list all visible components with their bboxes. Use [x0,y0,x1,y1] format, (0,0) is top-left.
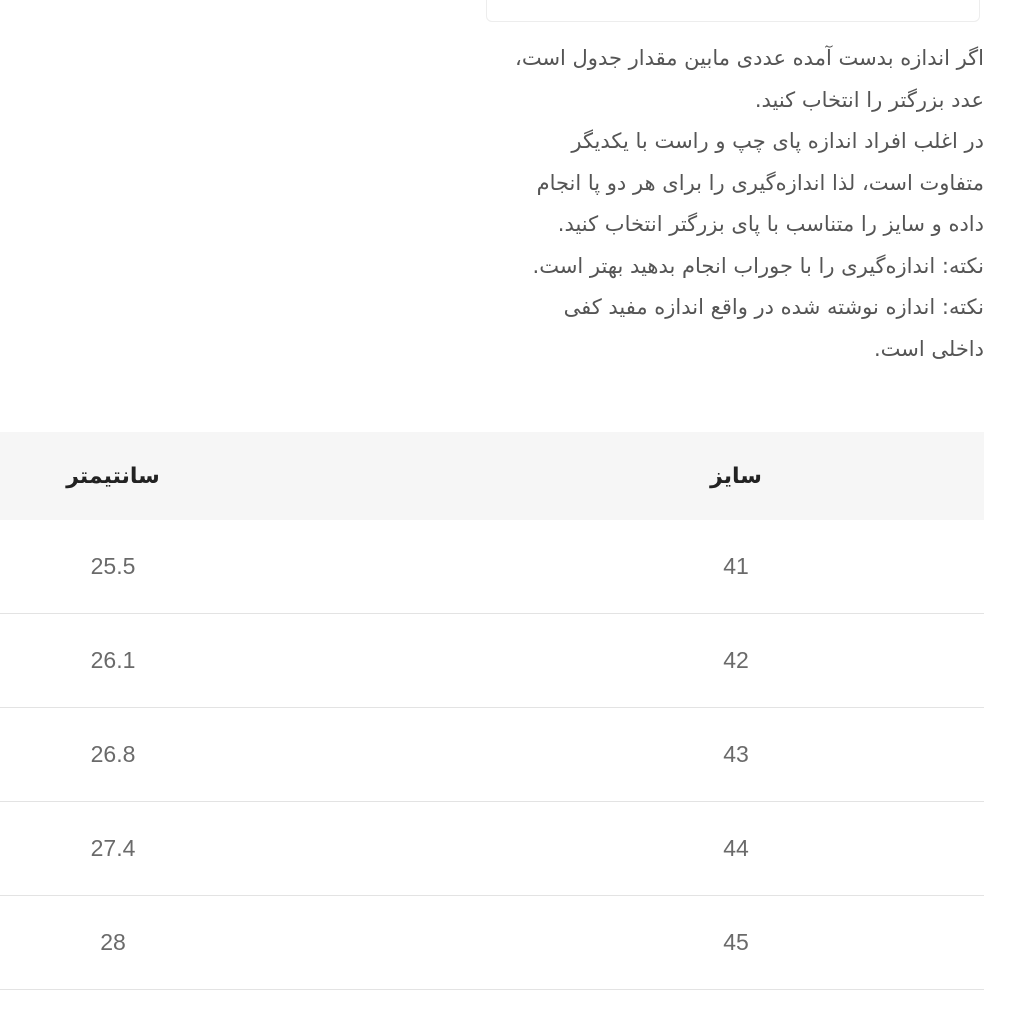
table-row [0,802,984,896]
table-row [0,896,984,990]
note-line: اگر اندازه بدست آمده عددی مابین مقدار جدول است، [515,46,984,70]
cell-size: 44 [488,802,984,896]
header-cm: سانتیمتر [66,463,160,489]
note-line: داده و سایز را متناسب با پای بزرگتر انتخاب کنید. [557,212,984,236]
top-card [486,0,980,22]
cell-cm: 27.4 [0,802,488,896]
table-row [0,614,984,708]
size-table [0,432,984,990]
cell-size: 42 [488,614,984,708]
cell-cm: 28 [0,896,488,990]
cell-cm: 26.8 [0,708,488,802]
size-guide-notes [424,38,984,370]
note-line: نکته: اندازه‌گیری را با جوراب انجام بدهید بهتر است. [532,253,984,278]
note-line: نکته: اندازه نوشته شده در واقع اندازه مفید کفی [563,295,984,319]
header-size: سایز [710,463,762,489]
cell-size: 45 [488,896,984,990]
note-line: عدد بزرگتر را انتخاب کنید. [754,87,984,112]
note-line: در اغلب افراد اندازه پای چپ و راست با یکدیگر [571,129,984,153]
table-header-row [0,432,984,520]
cell-size: 41 [488,520,984,614]
note-line: داخلی است. [873,336,984,361]
cell-cm: 25.5 [0,520,488,614]
table-row [0,520,984,614]
table-row [0,708,984,802]
cell-size: 43 [488,708,984,802]
note-line: متفاوت است، لذا اندازه‌گیری را برای هر دو پا انجام [536,170,984,195]
cell-cm: 26.1 [0,614,488,708]
